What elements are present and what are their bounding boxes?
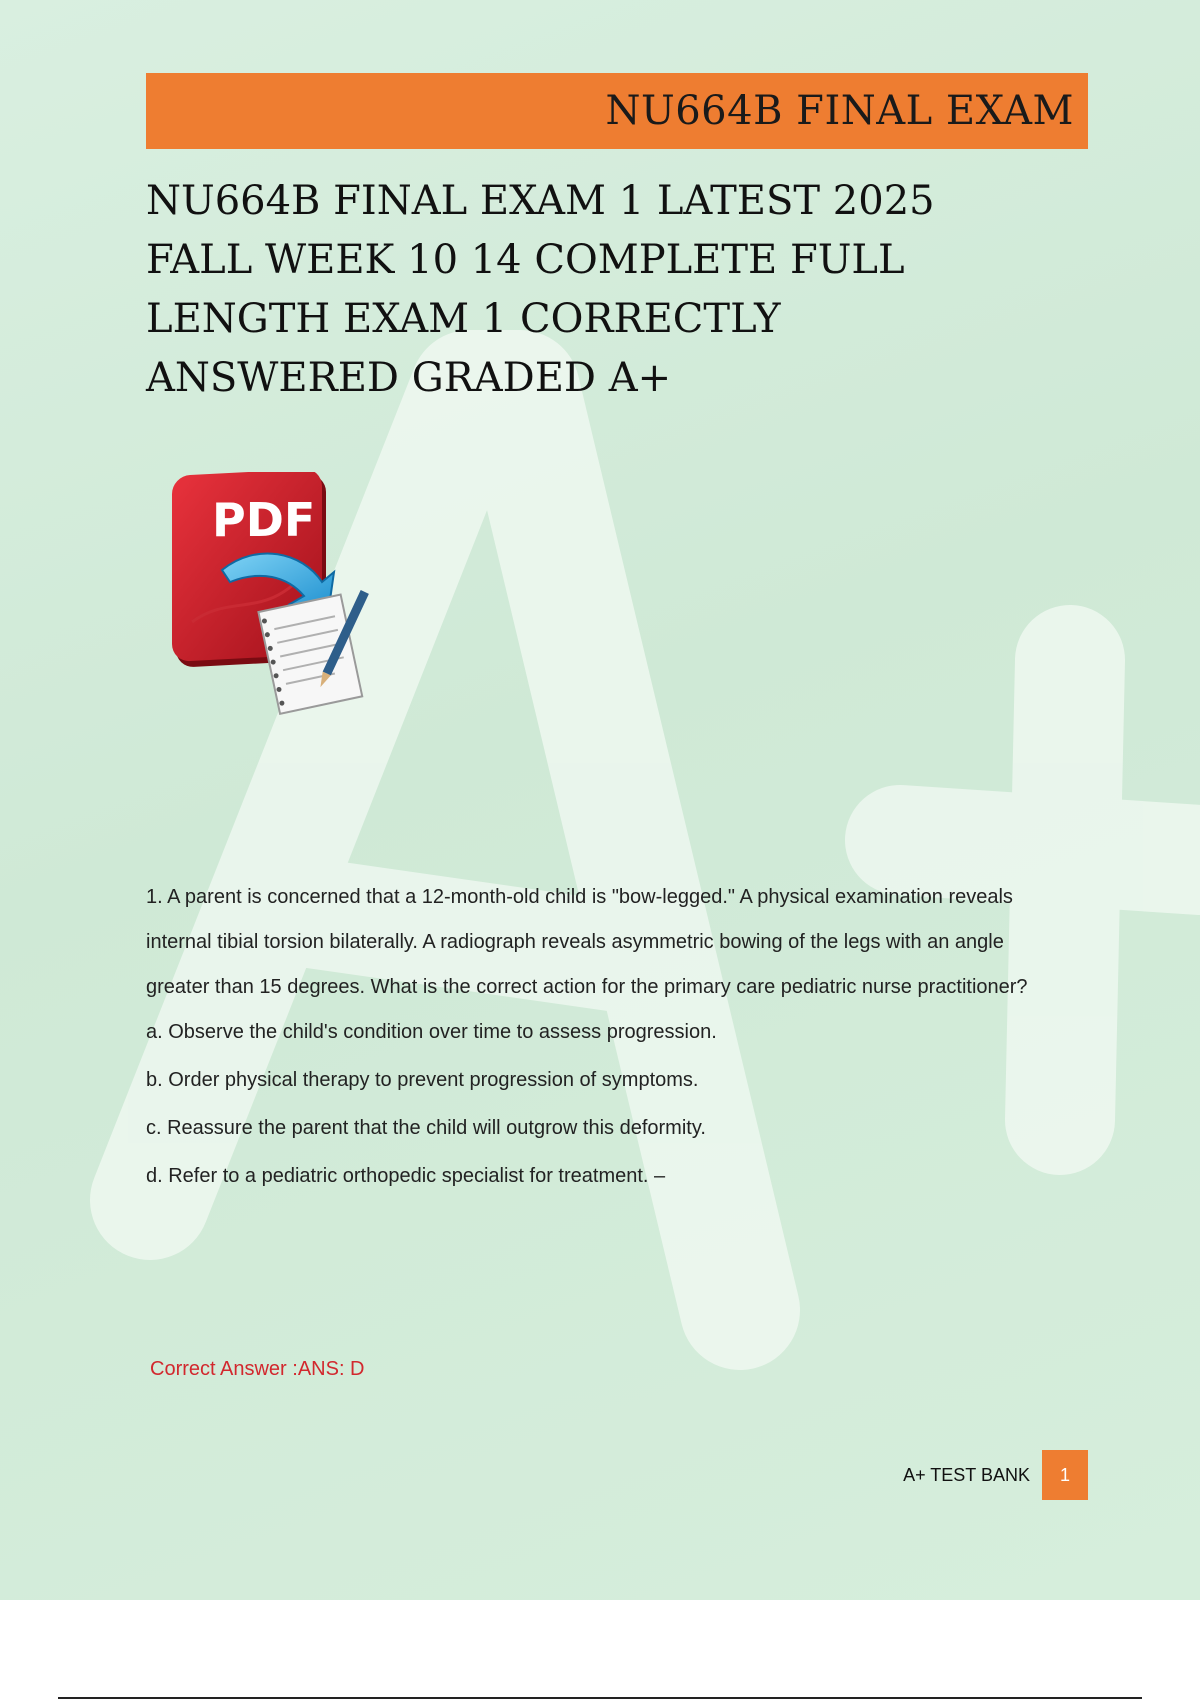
answer-option-b: b. Order physical therapy to prevent progression of symptoms. [146,1069,699,1091]
footer-label: A+ TEST BANK [903,1464,1030,1485]
answer-option-d: d. Refer to a pediatric orthopedic specialist for treatment. – [146,1165,666,1187]
answer-option-a: a. Observe the child's condition over time to assess progression. [146,1021,717,1043]
title-line: FALL WEEK 10 14 COMPLETE FULL [146,237,905,283]
document-title [146,172,1046,408]
question-text: greater than 15 degrees. What is the correct action for the primary care pediatric nurse practitioner? [146,976,1028,998]
answer-option-c: c. Reassure the parent that the child will outgrow this deformity. [146,1117,706,1139]
pdf-document-icon [172,472,382,724]
header-title: NU664B FINAL EXAM [605,88,1074,134]
page-number: 1 [1042,1450,1088,1500]
question-block [146,882,1066,1209]
question-text: 1. A parent is concerned that a 12-month-old child is "bow-legged." A physical examination reveals [146,886,1013,908]
pdf-icon-label: PDF [212,493,316,547]
title-line: NU664B FINAL EXAM 1 LATEST 2025 [146,178,935,224]
correct-answer: Correct Answer :ANS: D [150,1358,365,1380]
title-line: ANSWERED GRADED A+ [146,355,672,401]
header-bar [146,73,1088,149]
page-footer [0,1450,1088,1500]
question-text: internal tibial torsion bilaterally. A radiograph reveals asymmetric bowing of the legs with an angle [146,931,1004,953]
page-divider [58,1697,1142,1699]
title-line: LENGTH EXAM 1 CORRECTLY [146,296,781,342]
